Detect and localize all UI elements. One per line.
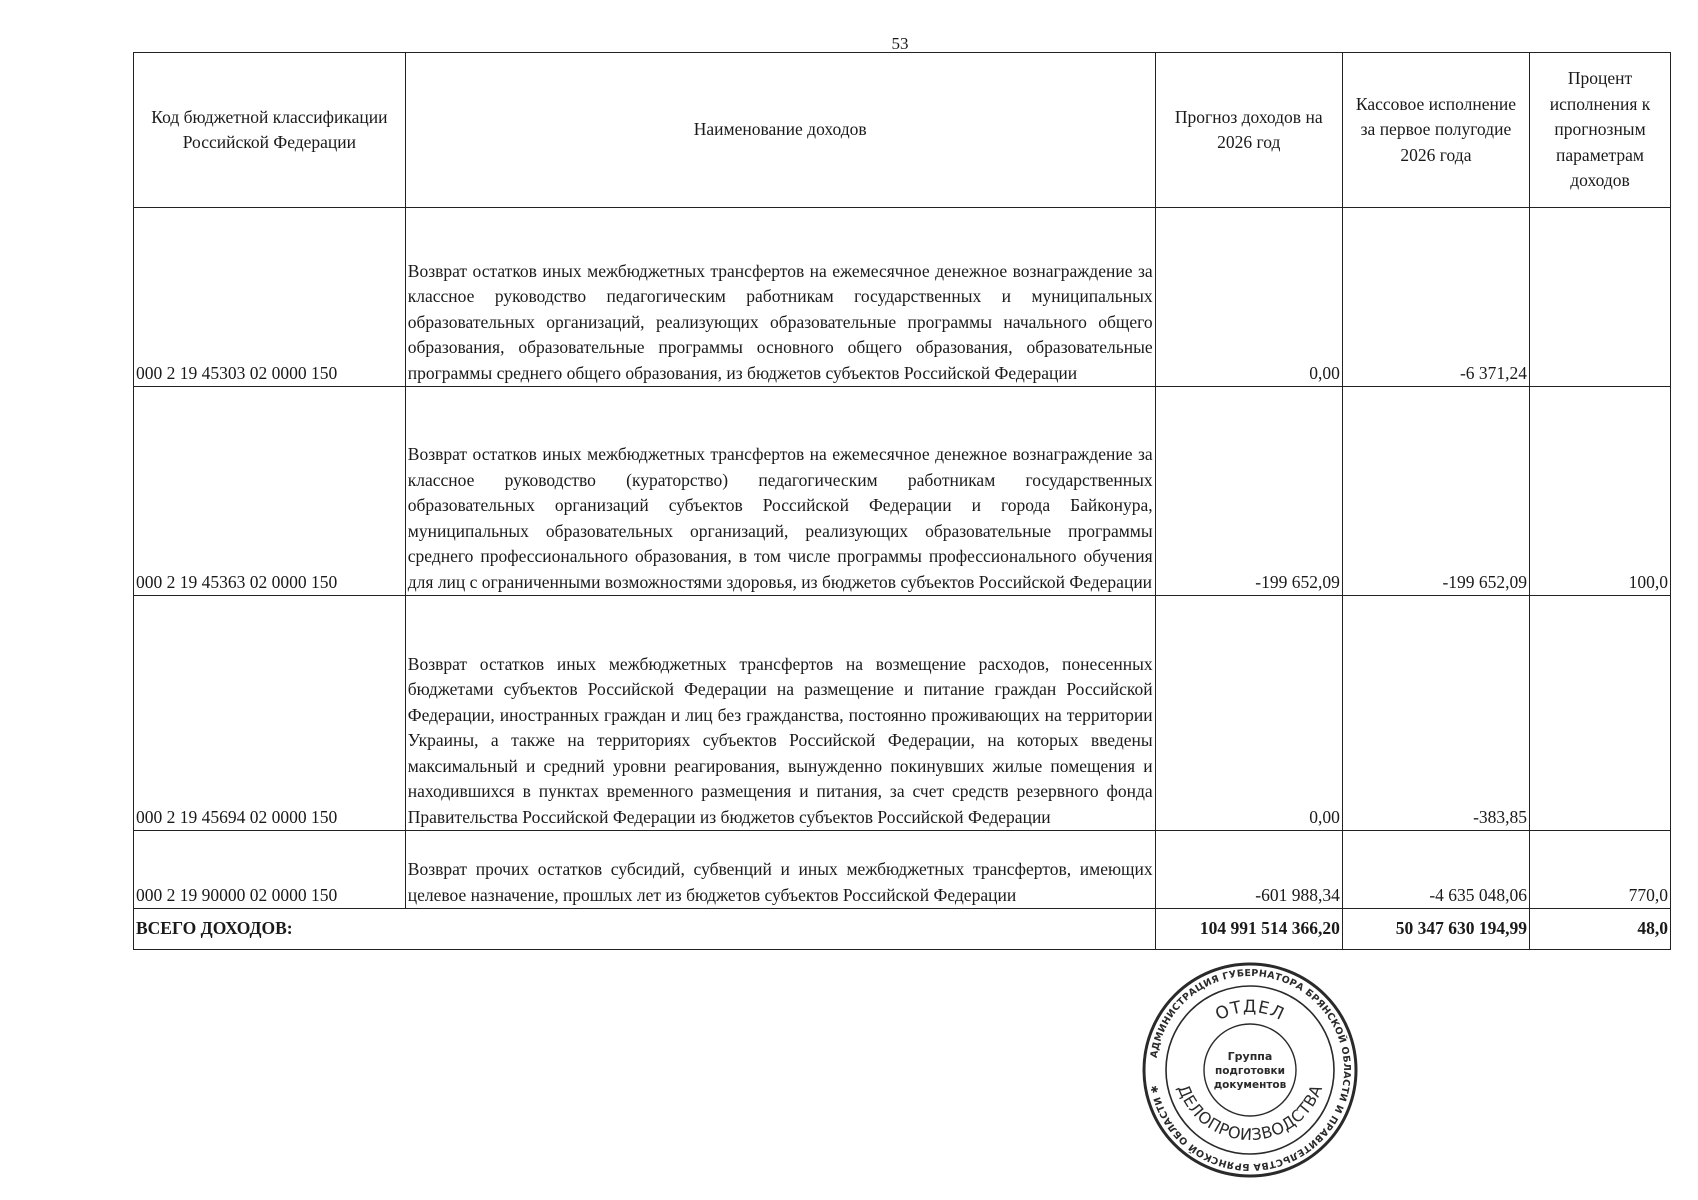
page-number: 53: [891, 34, 909, 53]
row-forecast: -601 988,34: [1155, 831, 1342, 909]
stamp-arc-bottom-textpath: ДЕЛОПРОИЗВОДСТВА: [1173, 1081, 1327, 1145]
row-execution: -383,85: [1342, 596, 1529, 831]
row-percent: [1530, 208, 1671, 387]
total-row: [134, 909, 1671, 950]
table-header-row: [134, 53, 1671, 208]
row-name: Возврат прочих остатков субсидий, субвенций и иных межбюджетных трансфертов, имеющих целевое назначение, прошлых лет из бюджетов субъектов Российской Федерации: [405, 831, 1155, 909]
table-row: [134, 387, 1671, 596]
row-code: 000 2 19 45694 02 0000 150: [134, 596, 406, 831]
stamp-center-line-3: документов: [1213, 1079, 1287, 1091]
row-execution: -199 652,09: [1342, 387, 1529, 596]
row-code: 000 2 19 45363 02 0000 150: [134, 387, 406, 596]
row-code: 000 2 19 90000 02 0000 150: [134, 831, 406, 909]
row-name: Возврат остатков иных межбюджетных трансфертов на ежемесячное денежное вознаграждение за классное руководство педагогическим работникам государственных и муниципальных образовательных организаций, реализующих образовательные программы начального общего образования, образовательные программы основного общего образования, образовательные программы среднего общего образования, из бюджетов субъектов Российской Федерации: [405, 208, 1155, 387]
row-percent: [1530, 596, 1671, 831]
row-execution: -6 371,24: [1342, 208, 1529, 387]
table-row: [134, 596, 1671, 831]
total-percent: 48,0: [1530, 909, 1671, 950]
table-row: [134, 831, 1671, 909]
income-table: [133, 52, 1671, 950]
table-row: [134, 208, 1671, 387]
header-execution: Кассовое исполнение за первое полугодие 2026 года: [1342, 53, 1529, 208]
total-forecast: 104 991 514 366,20: [1155, 909, 1342, 950]
header-forecast: Прогноз доходов на 2026 год: [1155, 53, 1342, 208]
row-forecast: -199 652,09: [1155, 387, 1342, 596]
row-execution: -4 635 048,06: [1342, 831, 1529, 909]
stamp-arc-top-textpath: ОТДЕЛ: [1212, 996, 1288, 1025]
row-name: Возврат остатков иных межбюджетных трансфертов на ежемесячное денежное вознаграждение за классное руководство (кураторство) педагогическим работникам государственных образовательных организаций субъектов Российской Федерации и города Байконура, муниципальных образовательных организаций, реализующих образовательные программы среднего профессионального образования, в том числе программы профессионального обучения для лиц с ограниченными возможностями здоровья, из бюджетов субъектов Российской Федерации: [405, 387, 1155, 596]
total-execution: 50 347 630 194,99: [1342, 909, 1529, 950]
stamp-outer-textpath: АДМИНИСТРАЦИЯ ГУБЕРНАТОРА БРЯНСКОЙ ОБЛАСТИ И ПРАВИТЕЛЬСТВА БРЯНСКОЙ ОБЛАСТИ ✱: [1148, 967, 1353, 1173]
stamp-arc-top: [1212, 997, 1287, 1025]
total-label: ВСЕГО ДОХОДОВ:: [134, 909, 1156, 950]
row-forecast: 0,00: [1155, 596, 1342, 831]
official-stamp: [1140, 960, 1360, 1180]
row-forecast: 0,00: [1155, 208, 1342, 387]
header-name: Наименование доходов: [405, 53, 1155, 208]
header-code: Код бюджетной классификации Российской Федерации: [134, 53, 406, 208]
header-percent: Процент исполнения к прогнозным параметрам доходов: [1530, 53, 1671, 208]
row-percent: 100,0: [1530, 387, 1671, 596]
stamp-center-line-2: подготовки: [1214, 1065, 1286, 1077]
row-name: Возврат остатков иных межбюджетных трансфертов на возмещение расходов, понесенных бюджетами субъектов Российской Федерации на размещение и питание граждан Российской Федерации, иностранных граждан и лиц без гражданства, постоянно проживающих на территории Украины, а также на территориях субъектов Российской Федерации, на которых введены максимальный и средний уровни реагирования, вынужденно покинувших жилые помещения и находившихся в пунктах временного размещения и питания, за счет средств резервного фонда Правительства Российской Федерации из бюджетов субъектов Российской Федерации: [405, 596, 1155, 831]
stamp-center-line-1: Группа: [1227, 1050, 1273, 1063]
row-code: 000 2 19 45303 02 0000 150: [134, 208, 406, 387]
row-percent: 770,0: [1530, 831, 1671, 909]
